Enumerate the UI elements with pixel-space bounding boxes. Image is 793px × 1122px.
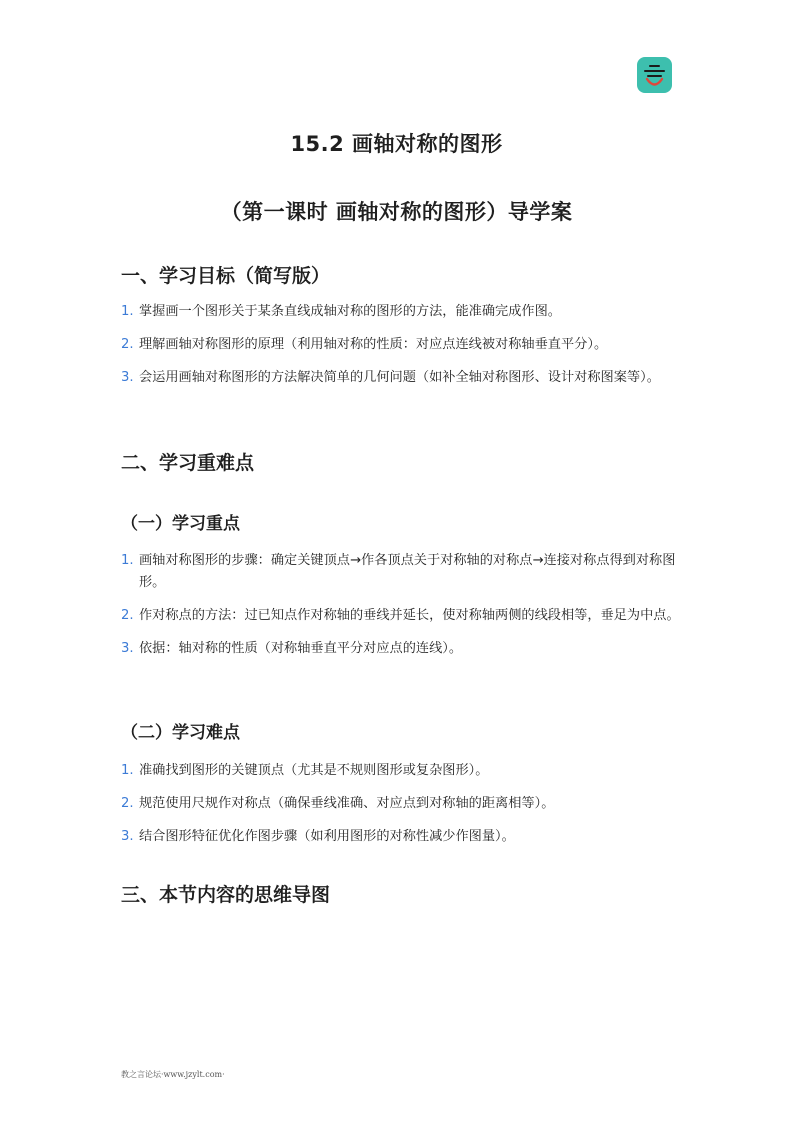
list-item-number: 3. (121, 641, 134, 656)
list-item (121, 760, 681, 782)
section-heading-mind-map: 三、本节内容的思维导图 (121, 884, 331, 906)
list-item-text: 准确找到图形的关键顶点（尤其是不规则图形或复杂图形）。 (139, 763, 489, 778)
brand-logo-icon (637, 57, 672, 93)
list-item (121, 367, 681, 389)
list-item-number: 1. (121, 304, 134, 319)
document-title: 15.2 画轴对称的图形 (290, 132, 503, 156)
list-item-number: 1. (121, 553, 134, 568)
subsection-heading-focus: （一）学习重点 (121, 514, 240, 534)
list-item (121, 334, 681, 356)
section-heading-goals: 一、学习目标（简写版） (121, 265, 331, 287)
list-item-text: 作对称点的方法：过已知点作对称轴的垂线并延长，使对称轴两侧的线段相等，垂足为中点。 (139, 608, 680, 623)
list-item (121, 550, 681, 594)
list-item-text: 规范使用尺规作对称点（确保垂线准确、对应点到对称轴的距离相等）。 (139, 796, 555, 811)
list-item-text: 理解画轴对称图形的原理（利用轴对称的性质：对应点连线被对称轴垂直平分）。 (139, 337, 608, 352)
difficulty-list (121, 760, 681, 859)
list-item (121, 793, 681, 815)
document-subtitle: （第一课时 画轴对称的图形）导学案 (220, 200, 573, 224)
list-item-text: 掌握画一个图形关于某条直线成轴对称的图形的方法，能准确完成作图。 (139, 304, 561, 319)
list-item-number: 3. (121, 370, 134, 385)
page-footer: 教之言论坛·www.jzylt.com· (121, 1070, 225, 1079)
list-item-number: 2. (121, 796, 134, 811)
list-item (121, 638, 681, 660)
list-item-number: 1. (121, 763, 134, 778)
list-item-text: 依据：轴对称的性质（对称轴垂直平分对应点的连线）。 (139, 641, 463, 656)
list-item (121, 826, 681, 848)
subsection-heading-difficulty: （二）学习难点 (121, 723, 240, 743)
goals-list (121, 301, 681, 400)
section-heading-key-points: 二、学习重难点 (121, 452, 255, 474)
list-item-text: 会运用画轴对称图形的方法解决简单的几何问题（如补全轴对称图形、设计对称图案等）。 (139, 370, 660, 385)
list-item-text: 画轴对称图形的步骤：确定关键顶点→作各顶点关于对称轴的对称点→连接对称点得到对称图形。 (139, 553, 676, 590)
focus-list (121, 550, 681, 671)
list-item (121, 605, 681, 627)
list-item-number: 3. (121, 829, 134, 844)
list-item-text: 结合图形特征优化作图步骤（如利用图形的对称性减少作图量）。 (139, 829, 515, 844)
list-item-number: 2. (121, 608, 134, 623)
list-item-number: 2. (121, 337, 134, 352)
list-item (121, 301, 681, 323)
